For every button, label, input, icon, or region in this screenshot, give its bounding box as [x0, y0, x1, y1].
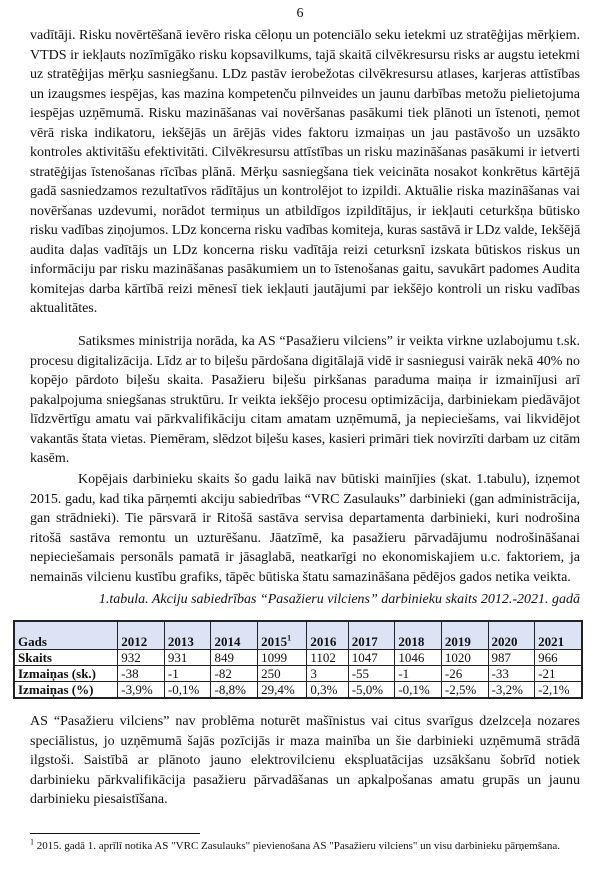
table-cell: -55 [348, 666, 395, 682]
text-line: speciālistus, jo uzņēmumā šajās pozīcijās ir maza mainība un šie darbinieki uzņēmumā strādā [30, 733, 580, 749]
table-cell: -2,1% [535, 682, 582, 699]
table-header-row [14, 621, 582, 650]
footnote-marker: 1 [287, 633, 292, 643]
table-cell: -33 [488, 666, 535, 682]
year-label: 2012 [121, 634, 148, 649]
year-label: 2020 [491, 634, 518, 649]
text-line: vadītāji. Risku novērtēšanā ievēro riska cēloņu un potenciālo seku ietekmi uz stratēģijas mērķiem. [30, 28, 580, 43]
row-label: Izmaiņas (%) [14, 682, 118, 699]
table-cell: -1 [164, 666, 211, 682]
year-label: 2018 [398, 634, 425, 649]
table-cell: -82 [211, 666, 258, 682]
table-cell: 250 [258, 666, 307, 682]
table-cell: 966 [535, 650, 582, 666]
text-line: gan strādnieki). Tie pārsvarā ir Ritošā sastāva servisa departamenta darbinieki, kuri nodrošina [30, 511, 580, 526]
text-line: Satiksmes ministrija norāda, ka AS “Pasažieru vilciens” ir veikta virkne uzlabojumu t.sk. [78, 334, 580, 349]
header-cell-year [118, 621, 165, 650]
text-line: stratēģijas īstenošanas rīcības plānā. Mērķu sasniegšana tiek veicināta nosakot konkrētus kārtējā [30, 164, 580, 180]
footnote-text: 2015. gadā 1. aprīlī notika AS "VRC Zasulauks" pievienošana AS "Pasažieru vilciens" un visu darbinieku pārņemšana. [34, 840, 561, 852]
footnote [30, 839, 570, 853]
table-cell: -21 [535, 666, 582, 682]
text-line: aktualitātes. [30, 301, 98, 316]
header-cell-year [441, 621, 488, 650]
header-cell-year [395, 621, 442, 650]
header-cell-year [211, 621, 258, 650]
table-cell: -2,5% [441, 682, 488, 699]
text-line: Kopējais darbinieku skaits šo gadu laikā nav būtiski mainījies (skat. 1.tabulu), izņemot [78, 472, 580, 487]
table-row [14, 650, 582, 666]
header-cell-year [348, 621, 395, 650]
text-line: ritošā sastāva remontu un uzturēšanu. Jāatzīmē, ka pasažieru pārvadājumu nodrošināšanai [30, 530, 580, 546]
employee-count-table [13, 620, 583, 699]
text-line: kontroles aktivitāšu efektivitāti. Cilvēkresursu attīstības un risku mazināšanas pasākumi ir ietverti [30, 145, 580, 160]
table-cell: 1099 [258, 650, 307, 666]
text-line: 2015. gadu, kad tika pārņemti akciju sabiedrības “VRC Zasulauks” darbinieki (gan administrācija, [30, 491, 580, 507]
table-cell: -3,9% [118, 682, 165, 699]
text-line: gadā sasniedzamos rezultatīvos rādītājus un kontrolējot to izpildi. Aktuālie riska mazināšanas vai [30, 184, 580, 199]
page-number: 6 [296, 6, 304, 21]
table-row [14, 682, 582, 699]
table-caption: 1.tabula. Akciju sabiedrības “Pasažieru vilciens” darbinieku skaits 2012.-2021. gadā [98, 592, 580, 607]
table-cell: 849 [211, 650, 258, 666]
header-cell-year [535, 621, 582, 650]
text-line: nepieciešamais personāls pamatā ir jāsaglabā, neatkarīgi no ekonomiskajiem u.c. faktoriem, ja [30, 550, 580, 565]
table-cell: 1046 [395, 650, 442, 666]
table-cell: 987 [488, 650, 535, 666]
text-line: nemainās vilcienu kustību grafiks, tāpēc būtiska štatu samazināšana pēdējos gados netika veikta. [30, 569, 571, 585]
header-cell-gads: Gads [14, 621, 118, 650]
footnote-marker: 1 [30, 837, 34, 847]
row-label: Izmaiņas (sk.) [14, 666, 118, 682]
table-cell: 1102 [307, 650, 348, 666]
table-cell: 3 [307, 666, 348, 682]
table-cell: -26 [441, 666, 488, 682]
year-label: 2013 [167, 634, 194, 649]
row-label: Skaits [14, 650, 118, 666]
footnote-divider [30, 833, 200, 834]
header-cell-year [488, 621, 535, 650]
text-line: kopējo pārdoto biļešu skaita. Pasažieru biļešu pirkšanas paraduma maiņa ir izmainījusi arī [30, 373, 580, 388]
table-cell: 932 [118, 650, 165, 666]
text-line: audita daļas vadītājs un LDz koncerna risku vadītāja reizi ceturksnī izskata būtiskos riskus un [30, 242, 580, 258]
text-line: novēršanas uzdevumi, norādot termiņus un atbildīgos izpildītājus, ir iekļauti ceturkšņa būtisko [30, 203, 580, 219]
text-line: uz stratēģijas mērķu sasniegšanu. LDz pastāv ierobežotas cilvēkresursu atlases, karjeras attīstības [30, 67, 580, 82]
table-row [14, 666, 582, 682]
paragraph-specialists [30, 712, 580, 810]
table-cell: 0,3% [307, 682, 348, 699]
text-line: ilgstoši. Saistībā ar plānoto jauno elektrovilcienu ekspluatācijas uzsākšanu šobrīd notiek [30, 753, 580, 768]
table-cell: 29,4% [258, 682, 307, 699]
year-label: 2014 [214, 634, 241, 649]
header-cell-year [164, 621, 211, 650]
text-line: vakantās štata vietas. Piemēram, slēdzot biļešu kases, kasieri primāri tiek novirzīti darbam uz citām [30, 431, 580, 447]
text-line: risku vadības ziņojumos. LDz koncerna risku vadības komiteja, kuras sastāvā ir LDz valde, Iekšējā [30, 223, 581, 238]
table-cell: 1047 [348, 650, 395, 666]
text-line: kasēm. [30, 451, 70, 466]
year-label: 2016 [310, 634, 337, 649]
text-line: AS “Pasažieru vilciens” nav problēma noturēt mašīnistus vai citus svarīgus dzelzceļa nozares [30, 714, 580, 729]
table-cell: -5,0% [348, 682, 395, 699]
text-line: darbinieku piesaistīšana. [30, 792, 168, 807]
table-cell: 931 [164, 650, 211, 666]
table-cell: 1020 [441, 650, 488, 666]
table-cell: -8,8% [211, 682, 258, 699]
year-label: 2021 [538, 634, 565, 649]
text-line: pakalpojuma sniegšanas struktūru. Ir veikta iekšējo procesu optimizācija, darbiniekam piedāvājot [30, 392, 580, 408]
year-label: 2015 [261, 634, 288, 649]
text-line: un izaugsmes iespējas, kas mazina kompetenču pilnveides un jaunu darbības metožu pielietojuma [30, 86, 580, 102]
table-cell: -38 [118, 666, 165, 682]
text-line: procesu digitalizācija. Līdz ar to biļešu pārdošana digitālajā vidē ir sasniegusi vairāk nekā 40% no [30, 353, 580, 369]
text-line: informāciju par risku mazināšanas pasākumiem un to īstenošanas gaitu, savukārt padomes Audita [30, 262, 580, 277]
table-cell: -0,1% [395, 682, 442, 699]
year-label: 2017 [351, 634, 378, 649]
paragraph-digitalization [30, 332, 580, 469]
text-line: komitejas darba kārtībā reizi mēnesī tiek iekļauti jautājumi par iekšējo kontroli un risku vadības [30, 281, 580, 297]
table-cell: -1 [395, 666, 442, 682]
text-line: VTDS ir iekļauts nozīmīgāko risku kopsavilkums, tajā skaitā cilvēkresursu risks ar augstu ietekmi [30, 47, 580, 63]
header-cell-year [258, 621, 307, 650]
text-line: vērā riska indikatoru, iekšējās un ārējās vides faktoru izmaiņas un jau pastāvošo un uzsākto [30, 125, 580, 141]
paragraph-employee-count [30, 470, 580, 587]
text-line: līdzvērtīgu amatu vai pārkvalifikāciju citam amatam uzņēmumā, ja nepieciešams, vai likvidējot [30, 412, 580, 427]
table-cell: -0,1% [164, 682, 211, 699]
year-label: 2019 [444, 634, 471, 649]
header-cell-year [307, 621, 348, 650]
text-line: darbinieku pārkvalifikācija pasažieru pārvadāšanas un apkalpošanas amatu grupās un jaunu [30, 772, 580, 788]
table-cell: -3,2% [488, 682, 535, 699]
text-line: iespējas uzņēmumā. Risku mazināšanas vai novēršanas pasākumi tiek plānoti un īstenoti, ņemot [30, 106, 580, 121]
paragraph-risk-management [30, 26, 580, 319]
